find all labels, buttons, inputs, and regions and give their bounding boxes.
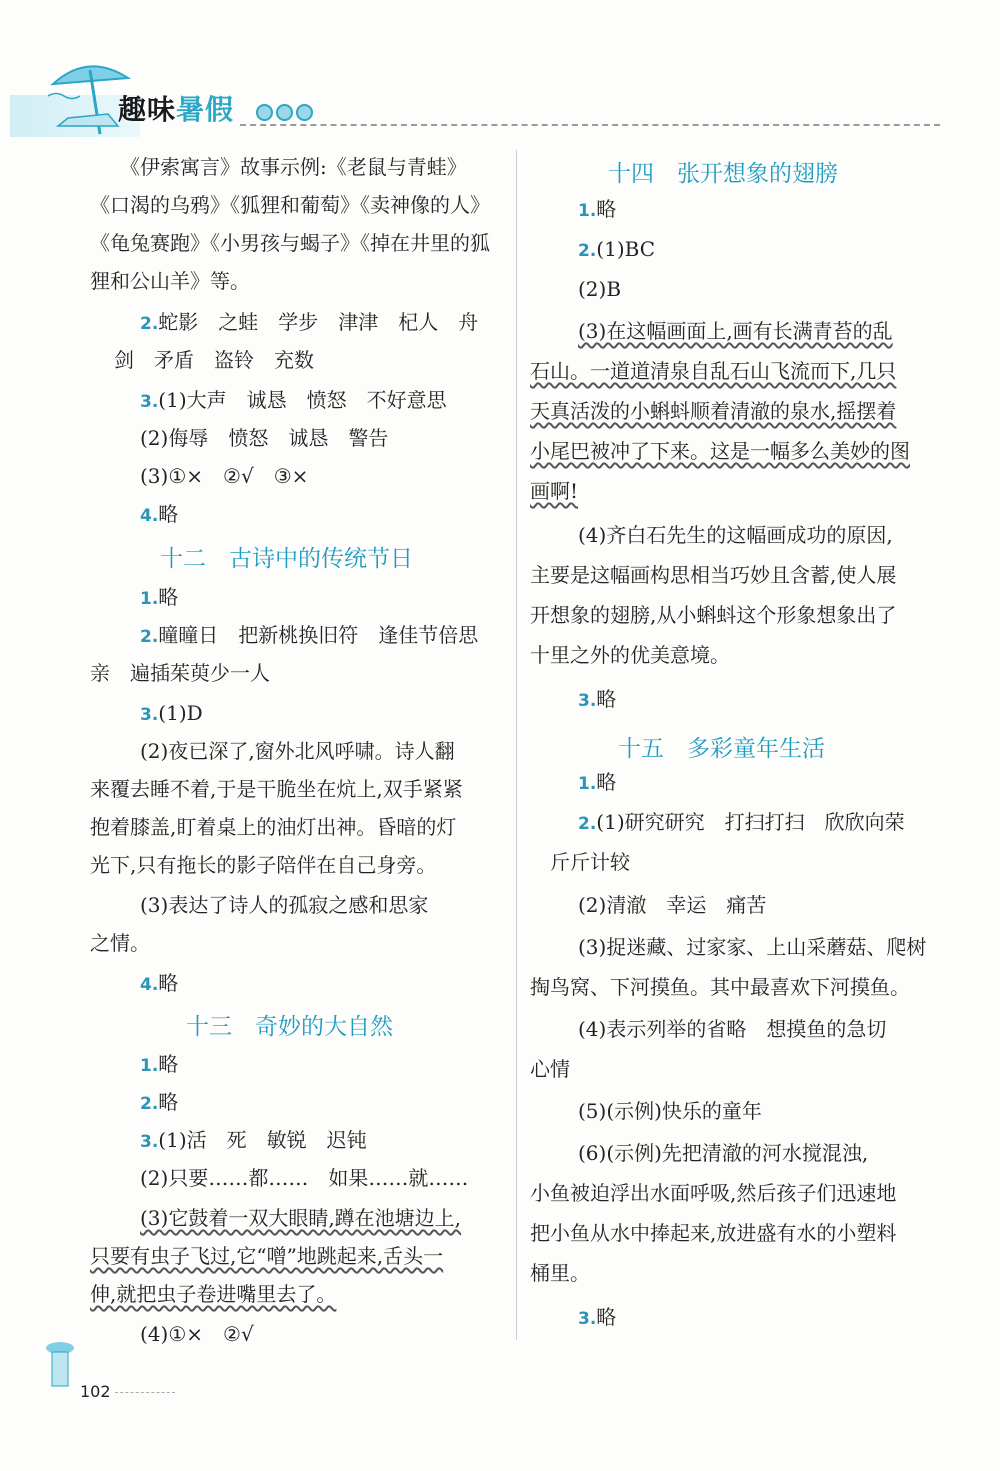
text-line <box>578 277 621 301</box>
text-line <box>140 426 388 450</box>
line-text: (2)侮辱 愤怒 诚恳 警告 <box>140 426 389 450</box>
line-text: 小尾巴被冲了下来。这是一幅多么美妙的图 <box>530 439 910 463</box>
header-dashed-rule <box>240 124 940 126</box>
item-number: 3. <box>140 1132 159 1152</box>
page-number: 102 <box>80 1382 111 1401</box>
item-number: 1. <box>578 201 597 221</box>
page-footer <box>0 1330 1000 1410</box>
text-line <box>578 893 766 917</box>
text-line <box>90 815 456 839</box>
text-line <box>90 231 490 255</box>
line-text: 十里之外的优美意境。 <box>530 643 730 667</box>
footer-dashed-rule <box>115 1392 175 1393</box>
text-line <box>90 269 250 293</box>
line-text: 略 <box>158 585 179 609</box>
line-text: 亲 遍插茱萸少一人 <box>90 661 270 685</box>
text-line <box>578 810 905 836</box>
text-line <box>140 701 203 727</box>
text-line <box>578 1099 762 1123</box>
item-number: 3. <box>578 691 597 711</box>
line-text: 光下,只有拖长的影子陪伴在自己身旁。 <box>90 853 437 877</box>
text-line <box>120 155 467 179</box>
dot-icon <box>296 104 313 121</box>
line-text: 桶里。 <box>530 1261 590 1285</box>
text-line <box>578 935 926 959</box>
line-text: (1)D <box>158 701 203 725</box>
line-text: 伸,就把虫子卷进嘴里去了。 <box>90 1282 337 1306</box>
item-number: 2. <box>578 814 597 834</box>
item-number: 2. <box>140 314 159 334</box>
line-text: (1)活 死 敏锐 迟钝 <box>158 1128 367 1152</box>
item-number: 3. <box>140 392 159 412</box>
text-line <box>90 777 463 801</box>
line-text: 主要是这幅画构思相当巧妙且含蓄,使人展 <box>530 563 897 587</box>
text-line <box>90 193 490 217</box>
line-text: 小鱼被迫浮出水面呼吸,然后孩子们迅速地 <box>530 1181 897 1205</box>
line-text: 只要有虫子飞过,它“噌”地跳起来,舌头一 <box>90 1244 444 1268</box>
line-text: (2)B <box>578 277 622 301</box>
text-line <box>530 439 910 463</box>
text-line <box>578 197 616 223</box>
line-text: 略 <box>158 1090 179 1114</box>
dot-icon <box>276 104 293 121</box>
text-line <box>578 237 655 263</box>
line-text: (4)齐白石先生的这幅画成功的原因, <box>578 523 893 547</box>
text-line <box>578 523 893 547</box>
item-number: 3. <box>140 705 159 725</box>
section-heading-13: 十三 奇妙的大自然 <box>186 1014 393 1040</box>
text-line <box>90 1244 443 1268</box>
line-text: 狸和公山羊》等。 <box>90 269 250 293</box>
text-line <box>578 770 616 796</box>
text-line <box>530 1221 896 1245</box>
line-text: 略 <box>596 687 617 711</box>
line-text: (3)捉迷藏、过家家、上山采蘑菇、爬树 <box>578 935 927 959</box>
line-text: (2)只要……都…… 如果……就…… <box>140 1166 469 1190</box>
line-text: (1)BC <box>596 237 655 261</box>
line-text: 略 <box>596 770 617 794</box>
text-line <box>114 348 314 372</box>
line-text: 《口渴的乌鸦》《狐狸和葡萄》《卖神像的人》 <box>90 193 490 217</box>
line-text: (5)(示例)快乐的童年 <box>578 1099 762 1123</box>
text-line <box>140 739 455 763</box>
text-line <box>140 310 478 336</box>
text-line <box>140 464 308 488</box>
line-text: 心情 <box>530 1057 570 1081</box>
text-line <box>140 1206 461 1230</box>
text-line <box>530 1181 896 1205</box>
line-text: 开想象的翅膀,从小蝌蚪这个形象想象出了 <box>530 603 897 627</box>
line-text: (1)研究研究 打扫打扫 欣欣向荣 <box>596 810 905 834</box>
text-line <box>530 563 896 587</box>
line-text: 略 <box>158 502 179 526</box>
column-divider <box>516 150 517 1340</box>
item-number: 2. <box>140 627 159 647</box>
section-heading-14: 十四 张开想象的翅膀 <box>608 161 838 187</box>
text-line <box>140 388 447 414</box>
line-text: 来覆去睡不着,于是干脆坐在炕上,双手紧紧 <box>90 777 463 801</box>
line-text: 曈曈日 把新桃换旧符 逢佳节倍思 <box>158 623 479 647</box>
text-line <box>140 623 478 649</box>
line-text: 略 <box>158 1052 179 1076</box>
text-line <box>140 502 178 528</box>
line-text: (6)(示例)先把清澈的河水搅混浊, <box>578 1141 869 1165</box>
text-line <box>530 399 896 423</box>
item-number: 3. <box>578 1309 597 1329</box>
line-text: 之情。 <box>90 931 150 955</box>
line-text: 《龟兔赛跑》《小男孩与蝎子》《掉在井里的狐 <box>90 231 490 255</box>
header-title-part2: 暑假 <box>176 93 235 126</box>
text-line <box>578 1017 886 1041</box>
text-line <box>550 850 630 874</box>
item-number: 2. <box>578 241 597 261</box>
line-text: 略 <box>158 971 179 995</box>
text-line <box>578 687 616 713</box>
text-line <box>530 975 910 999</box>
line-text: 天真活泼的小蝌蚪顺着清澈的泉水,摇摆着 <box>530 399 897 423</box>
line-text: (1)大声 诚恳 愤怒 不好意思 <box>158 388 447 412</box>
line-text: (2)夜已深了,窗外北风呼啸。诗人翻 <box>140 739 455 763</box>
text-line <box>140 971 178 997</box>
dot-icon <box>256 104 273 121</box>
text-line <box>578 319 893 343</box>
line-text: 把小鱼从水中捧起来,放进盛有水的小塑料 <box>530 1221 897 1245</box>
item-number: 4. <box>140 975 159 995</box>
text-line <box>140 585 178 611</box>
line-text: 略 <box>596 197 617 221</box>
text-line <box>530 359 896 383</box>
text-line <box>140 1128 367 1154</box>
text-line <box>90 853 436 877</box>
item-number: 1. <box>140 589 159 609</box>
line-text: (4)表示列举的省略 想摸鱼的急切 <box>578 1017 887 1041</box>
text-line <box>530 1261 590 1285</box>
line-text: 《伊索寓言》故事示例:《老鼠与青蛙》 <box>120 155 467 179</box>
text-line <box>530 479 578 503</box>
line-text: (3)表达了诗人的孤寂之感和思家 <box>140 893 429 917</box>
line-text: (3)①× ②√ ③× <box>140 464 309 488</box>
header-title <box>118 88 234 128</box>
text-line <box>578 1305 616 1331</box>
text-line <box>140 1052 178 1078</box>
text-line <box>140 893 428 917</box>
line-text: 抱着膝盖,盯着桌上的油灯出神。昏暗的灯 <box>90 815 457 839</box>
text-line <box>530 603 896 627</box>
line-text: 掏鸟窝、下河摸鱼。其中最喜欢下河摸鱼。 <box>530 975 910 999</box>
item-number: 1. <box>578 774 597 794</box>
header-dots <box>256 104 316 125</box>
section-heading-15: 十五 多彩童年生活 <box>618 736 825 762</box>
text-line <box>140 1090 178 1116</box>
line-text: 蛇影 之蛙 学步 津津 杞人 舟 <box>158 310 479 334</box>
line-text: 略 <box>596 1305 617 1329</box>
line-text: (3)它鼓着一双大眼睛,蹲在池塘边上, <box>140 1206 462 1230</box>
line-text: (2)清澈 幸运 痛苦 <box>578 893 767 917</box>
text-line <box>578 1141 868 1165</box>
text-line <box>90 1282 336 1306</box>
text-line <box>90 661 270 685</box>
item-number: 4. <box>140 506 159 526</box>
line-text: 石山。一道道清泉自乱石山飞流而下,几只 <box>530 359 897 383</box>
item-number: 1. <box>140 1056 159 1076</box>
text-line <box>530 643 730 667</box>
text-line <box>530 1057 570 1081</box>
line-text: 斤斤计较 <box>550 850 630 874</box>
line-text: (4)①× ②√ <box>140 1322 254 1346</box>
line-text: (3)在这幅画面上,画有长满青苔的乱 <box>578 319 893 343</box>
item-number: 2. <box>140 1094 159 1114</box>
tree-stump-icon <box>40 1340 80 1390</box>
text-line <box>90 931 150 955</box>
text-line <box>140 1166 468 1190</box>
header-title-part1: 趣味 <box>118 93 177 126</box>
line-text: 剑 矛盾 盗铃 充数 <box>114 348 314 372</box>
page-header <box>0 0 1000 140</box>
line-text: 画啊! <box>530 479 579 503</box>
section-heading-12: 十二 古诗中的传统节日 <box>160 546 413 572</box>
